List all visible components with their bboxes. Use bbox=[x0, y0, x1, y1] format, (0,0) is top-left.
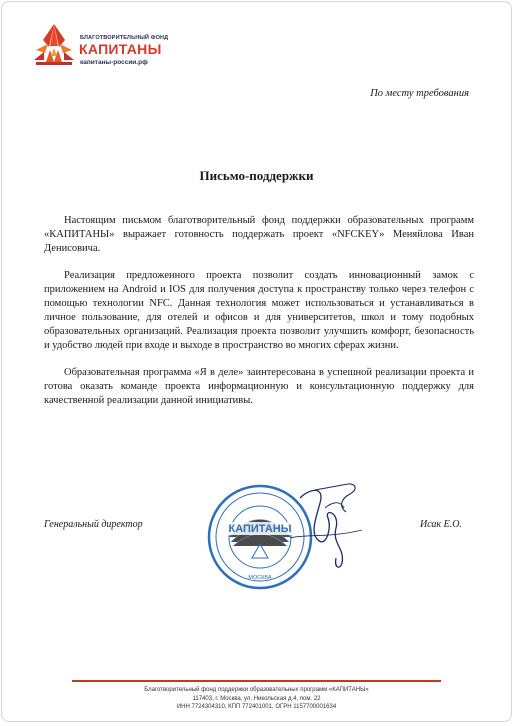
paragraph: Образовательная программа «Я в деле» заинтересована в успешной реализации проекта и готова оказать команде проекта информационную и консультационную поддержку для качественной реализации данной инициативы. bbox=[44, 367, 474, 406]
stamp-city-text: МОСКВА bbox=[248, 575, 272, 581]
stamp-center-text: КАПИТАНЫ bbox=[228, 523, 292, 535]
foundation-logo bbox=[32, 22, 172, 72]
letter-footer bbox=[2, 686, 511, 712]
letter-page bbox=[1, 1, 512, 722]
paragraph: Настоящим письмом благотворительный фонд поддержки образовательных программ «КАПИТАНЫ» выражает готовность поддержать проект «NFCKEY» Меняйлова Иван Денисовича. bbox=[44, 215, 474, 254]
logo-website: капитаны-россии.рф bbox=[80, 59, 148, 66]
footer-address: 117403, г. Москва, ул. Никольская д.4, пом. 22 bbox=[192, 695, 321, 702]
paragraph: Реализация предложенного проекта позволит создать инновационный замок с приложением на Android и IOS для получения доступа к пространству только через телефон с помощью технологии NFC. Данная технология может использоваться и устанавливаться в личное пользование, для отелей и офисов и для университетов, школ и тому подобных образовательных организаций. Реализация проекта позволит улучшить комфорт, безопасность и удобство людей при входе и выходе в пространство во многих сферах жизни. bbox=[44, 270, 474, 351]
logo-org-name: КАПИТАНЫ bbox=[79, 41, 162, 57]
letter-body bbox=[44, 214, 474, 421]
letter-title: Письмо-поддержки bbox=[199, 168, 314, 183]
footer-registration: ИНН 7724304310, КПП 772401001, ОГРН 1157700001634 bbox=[176, 704, 337, 710]
logo-org-small: БЛАГОТВОРИТЕЛЬНЫЙ ФОНД bbox=[80, 35, 169, 41]
footer-divider bbox=[72, 680, 441, 682]
signatory-position: Генеральный директор bbox=[44, 519, 143, 530]
signature-scribble-icon bbox=[270, 478, 370, 574]
signatory-name: Исак Е.О. bbox=[420, 519, 462, 530]
logo-mark-icon bbox=[32, 22, 76, 70]
addressee: По месту требования bbox=[370, 88, 469, 99]
footer-org: Благотворительный фонд поддержки образовательных программ «КАПИТАНЫ» bbox=[144, 687, 369, 693]
